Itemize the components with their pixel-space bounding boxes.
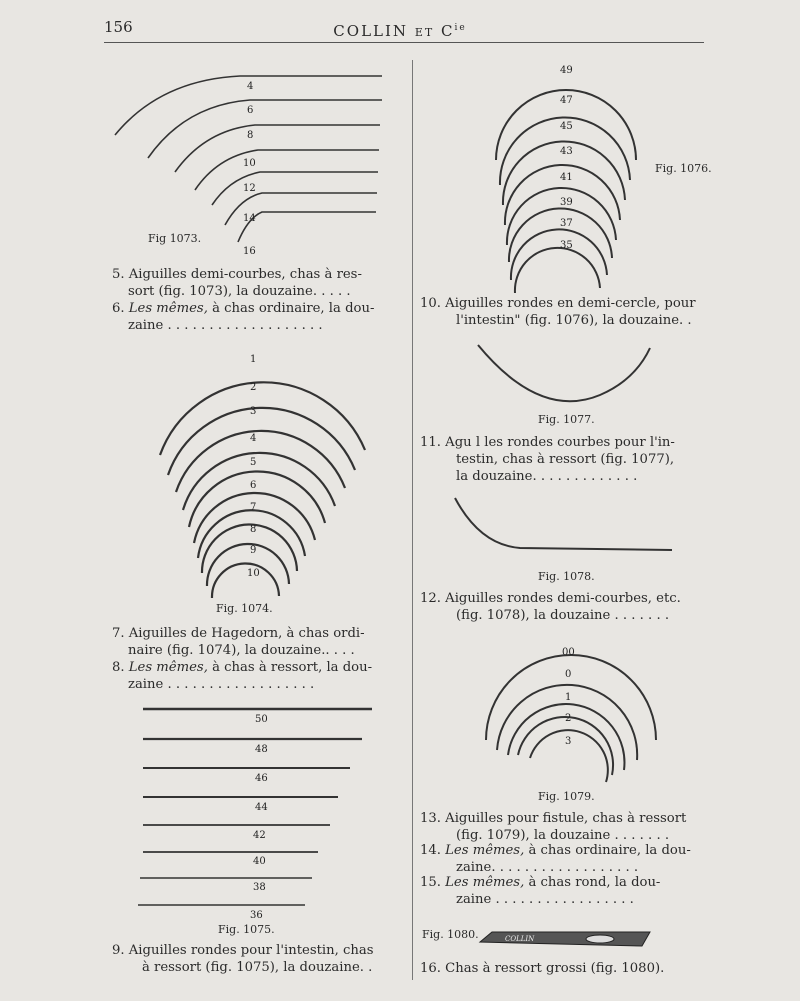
fig1076-num: 45: [560, 121, 573, 132]
item-14-line2: zaine. . . . . . . . . . . . . . . . . .: [456, 860, 639, 875]
item-9: [112, 942, 407, 976]
item-8-line2: zaine . . . . . . . . . . . . . . . . . .: [128, 677, 315, 692]
header-et: ET: [414, 26, 435, 39]
item-8-line1: à chas à ressort, la dou-: [207, 660, 373, 675]
fig1073-num: 8: [247, 130, 254, 141]
fig1080-label: Fig. 1080.: [422, 928, 479, 941]
fig1074-label: Fig. 1074.: [216, 602, 273, 615]
item-6-italic: Les mêmes,: [128, 301, 208, 316]
fig1076-num: 35: [560, 240, 573, 251]
item-5: [112, 266, 397, 300]
item-6: [112, 300, 402, 334]
item-6-line2: zaine . . . . . . . . . . . . . . . . . . .: [128, 318, 323, 333]
item-14: [420, 842, 700, 876]
fig1073-num: 12: [243, 183, 256, 194]
item-5-line1: 5. Aiguilles demi-courbes, chas à res-: [112, 267, 362, 282]
header-sup: ie: [454, 23, 467, 33]
item-15-line2: zaine . . . . . . . . . . . . . . . . .: [456, 892, 634, 907]
header-c: C: [440, 22, 455, 40]
fig1073-num: 6: [247, 105, 254, 116]
item-7-line2: naire (fig. 1074), la douzaine.. . . .: [128, 643, 355, 658]
fig1075-num: 38: [253, 882, 266, 893]
fig1073-num: 4: [247, 81, 254, 92]
item-11: [420, 434, 700, 485]
fig1074-num: 7: [250, 502, 257, 513]
fig1076-num: 43: [560, 146, 573, 157]
fig1078-label: Fig. 1078.: [538, 570, 595, 583]
fig1074-num: 1: [250, 354, 257, 365]
item-8-num: 8.: [112, 660, 129, 675]
fig1079-numbers: [562, 647, 575, 747]
page-number: 156: [104, 18, 133, 36]
item-6-line1: à chas ordinaire, la dou-: [207, 301, 375, 316]
header-title: COLLIN: [333, 22, 409, 40]
fig1073-num: 16: [243, 246, 256, 257]
fig1076-num: 47: [560, 95, 573, 106]
item-15-line1: à chas rond, la dou-: [524, 875, 661, 890]
fig1079-label: Fig. 1079.: [538, 790, 595, 803]
fig1075-label: Fig. 1075.: [218, 923, 275, 936]
item-7: [112, 625, 402, 659]
fig1075-numbers: [250, 714, 268, 921]
fig1075-num: 40: [253, 856, 266, 867]
fig1076-num: 41: [560, 172, 573, 183]
item-11-line3: la douzaine. . . . . . . . . . . . .: [456, 469, 638, 484]
item-16: [420, 960, 700, 977]
fig1077-label: Fig. 1077.: [538, 413, 595, 426]
fig1075-num: 42: [253, 830, 266, 841]
fig1074-num: 5: [250, 457, 257, 468]
fig1075-num: 50: [255, 714, 268, 725]
fig1080-needle-eye: [480, 932, 650, 946]
fig1079-num: 00: [562, 647, 575, 658]
fig1074-num: 3: [250, 406, 257, 417]
fig1073-num: 10: [243, 158, 256, 169]
item-10-line2: l'intestin" (fig. 1076), la douzaine. .: [456, 313, 692, 328]
item-12-line1: 12. Aiguilles rondes demi-courbes, etc.: [420, 591, 681, 606]
item-5-line2: sort (fig. 1073), la douzaine. . . . .: [128, 284, 351, 299]
item-14-num: 14.: [420, 843, 446, 858]
fig1074-num: 2: [250, 382, 257, 393]
item-13-line1: 13. Aiguilles pour fistule, chas à ressort: [420, 811, 687, 826]
item-15-italic: Les mêmes,: [445, 875, 525, 890]
item-14-line1: à chas ordinaire, la dou-: [524, 843, 691, 858]
fig1079-num: 0: [565, 669, 572, 680]
item-10-line1: 10. Aiguilles rondes en demi-cercle, pour: [420, 296, 696, 311]
fig1076-label: Fig. 1076.: [655, 162, 712, 175]
fig1074-num: 6: [250, 480, 257, 491]
fig1079-num: 1: [565, 692, 572, 703]
item-12-line2: (fig. 1078), la douzaine . . . . . . .: [456, 608, 670, 623]
fig1074-num: 10: [247, 568, 260, 579]
fig1079-num: 3: [565, 736, 572, 747]
item-13: [420, 810, 700, 844]
item-15-num: 15.: [420, 875, 446, 890]
item-6-num: 6.: [112, 301, 129, 316]
fig1075-num: 46: [255, 773, 268, 784]
fig1074-num: 4: [250, 433, 257, 444]
item-13-line2: (fig. 1079), la douzaine . . . . . . .: [456, 828, 670, 843]
fig1074-num: 8: [250, 524, 257, 535]
fig1076-num: 49: [560, 65, 573, 76]
fig1075-num: 36: [250, 910, 263, 921]
fig1079-num: 2: [565, 713, 572, 724]
fig1074-needles: [160, 382, 365, 598]
item-7-line1: 7. Aiguilles de Hagedorn, à chas ordi-: [112, 626, 365, 641]
fig1076-numbers: [560, 65, 573, 251]
fig1080-engraving: COLLIN: [505, 935, 535, 943]
item-14-italic: Les mêmes,: [445, 843, 525, 858]
fig1073-label: Fig 1073.: [148, 232, 202, 245]
item-8-italic: Les mêmes,: [128, 660, 208, 675]
fig1077-needle: [478, 345, 650, 401]
item-12: [420, 590, 700, 624]
item-16-line1: 16. Chas à ressort grossi (fig. 1080).: [420, 961, 665, 976]
fig1078-needle: [455, 498, 672, 550]
item-9-line1: 9. Aiguilles rondes pour l'intestin, chas: [112, 943, 374, 958]
item-11-line2: testin, chas à ressort (fig. 1077),: [456, 452, 675, 467]
fig1073-numbers: [243, 81, 256, 257]
fig1073-num: 14: [243, 213, 256, 224]
fig1075-num: 48: [255, 744, 268, 755]
fig1074-num: 9: [250, 545, 257, 556]
item-10: [420, 295, 700, 329]
item-8: [112, 659, 402, 693]
item-9-line2: à ressort (fig. 1075), la douzaine. .: [142, 960, 373, 975]
item-11-line1: 11. Agu l les rondes courbes pour l'in-: [420, 435, 675, 450]
fig1075-num: 44: [255, 802, 268, 813]
fig1076-num: 39: [560, 197, 573, 208]
fig1076-num: 37: [560, 218, 573, 229]
item-15: [420, 874, 700, 908]
